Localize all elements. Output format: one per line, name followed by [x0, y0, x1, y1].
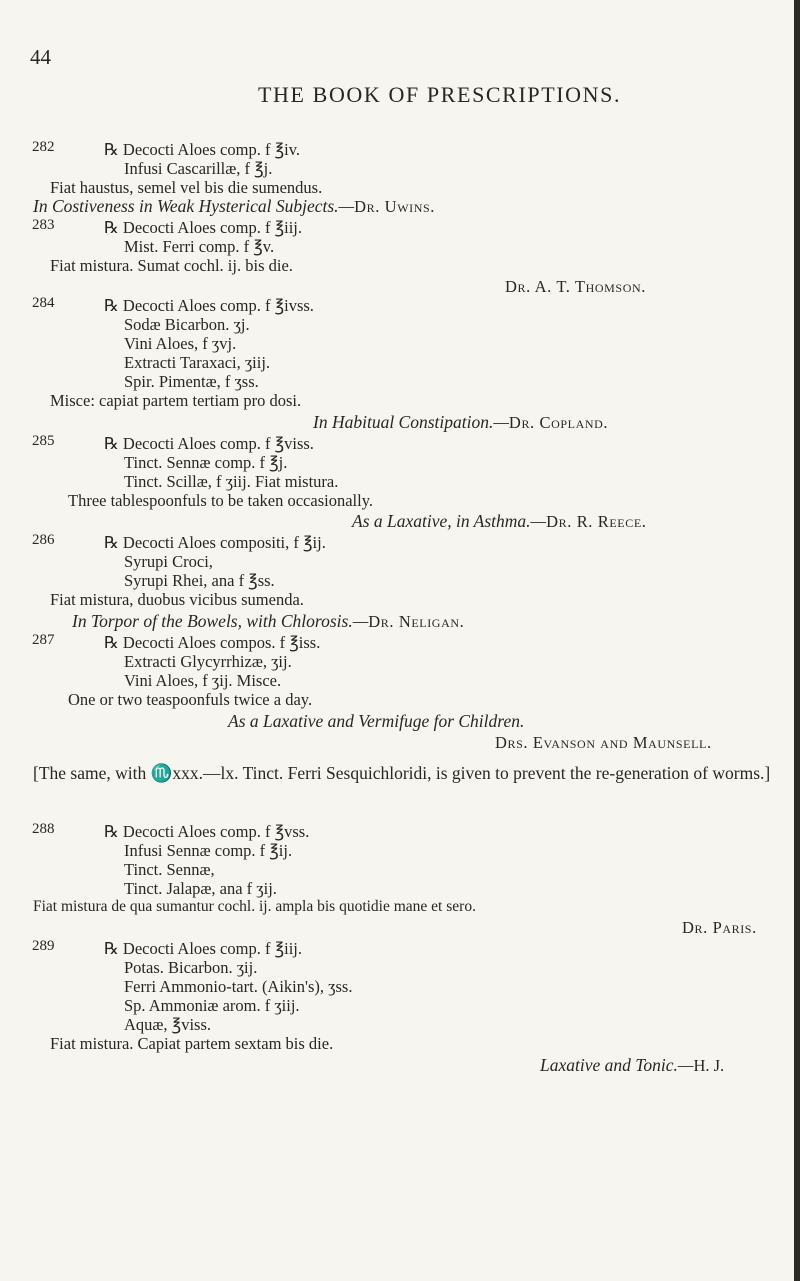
rx-line: Sp. Ammoniæ arom. f ʒiij.: [124, 996, 300, 1015]
author-credit: Dr. A. T. Thomson.: [505, 277, 646, 296]
rx-line: Tinct. Sennæ,: [124, 860, 215, 879]
rx-line: Extracti Glycyrrhizæ, ʒij.: [124, 652, 292, 671]
section-heading: As a Laxative and Vermifuge for Children.: [228, 711, 525, 731]
rx-line: Infusi Cascarillæ, f ℥j.: [124, 159, 273, 178]
rx-line: ℞ Decocti Aloes comp. f ℥iv.: [104, 140, 301, 159]
rx-line: Extracti Taraxaci, ʒiij.: [124, 353, 271, 372]
rx-line: ℞ Decocti Aloes compositi, f ℥ij.: [104, 533, 326, 552]
bracketed-note: [The same, with ♏xxx.—lx. Tinct. Ferri Sesquichloridi, is given to prevent the re-generation of worms.]: [33, 763, 771, 783]
prescription-number: 287: [32, 632, 55, 648]
rx-line: Vini Aloes, f ʒij. Misce.: [124, 671, 282, 690]
rx-line: ℞ Decocti Aloes comp. f ℥vss.: [104, 822, 310, 841]
rx-line: Spir. Pimentæ, f ʒss.: [124, 372, 259, 391]
rx-line: ℞ Decocti Aloes comp. f ℥iij.: [104, 218, 302, 237]
rx-line: Tinct. Jalapæ, ana f ʒij.: [124, 879, 277, 898]
rx-line: Ferri Ammonio-tart. (Aikin's), ʒss.: [124, 977, 353, 996]
rx-direction: One or two teaspoonfuls twice a day.: [68, 690, 313, 709]
author-credit: Dr. Paris.: [682, 918, 757, 937]
rx-line: Sodæ Bicarbon. ʒj.: [124, 315, 250, 334]
rx-line: Vini Aloes, f ʒvj.: [124, 334, 237, 353]
section-heading: In Torpor of the Bowels, with Chlorosis.—Dr. Neligan.: [72, 611, 465, 631]
rx-direction: Fiat mistura. Sumat cochl. ij. bis die.: [50, 256, 293, 275]
rx-direction: Fiat mistura. Capiat partem sextam bis die.: [50, 1034, 334, 1053]
author-credit: Drs. Evanson and Maunsell.: [495, 733, 712, 752]
section-heading: In Costiveness in Weak Hysterical Subjects.—Dr. Uwins.: [33, 196, 435, 216]
rx-line: ℞ Decocti Aloes comp. f ℥iij.: [104, 939, 302, 958]
rx-line: Tinct. Sennæ comp. f ℥j.: [124, 453, 288, 472]
prescription-number: 283: [32, 217, 55, 233]
prescription-number: 282: [32, 139, 55, 155]
rx-line: ℞ Decocti Aloes compos. f ℥iss.: [104, 633, 321, 652]
rx-line: Mist. Ferri comp. f ℥v.: [124, 237, 275, 256]
rx-direction: Fiat mistura, duobus vicibus sumenda.: [50, 590, 304, 609]
rx-line: Infusi Sennæ comp. f ℥ij.: [124, 841, 293, 860]
rx-direction: Misce: capiat partem tertiam pro dosi.: [50, 391, 302, 410]
prescription-number: 285: [32, 433, 55, 449]
section-heading: As a Laxative, in Asthma.—Dr. R. Reece.: [352, 511, 647, 531]
section-heading: In Habitual Constipation.—Dr. Copland.: [313, 412, 609, 432]
prescription-number: 289: [32, 938, 55, 954]
running-head: THE BOOK OF PRESCRIPTIONS.: [258, 82, 622, 107]
page-number: 44: [30, 45, 51, 69]
prescription-number: 288: [32, 821, 55, 837]
rx-line: ℞ Decocti Aloes comp. f ℥viss.: [104, 434, 314, 453]
page-edge-shadow: [794, 0, 800, 1281]
rx-line: Aquæ, ℥viss.: [124, 1015, 212, 1034]
rx-line: Tinct. Scillæ, f ʒiij. Fiat mistura.: [124, 472, 339, 491]
rx-direction: Fiat mistura de qua sumantur cochl. ij. ampla bis quotidie mane et sero.: [33, 898, 476, 915]
section-heading: Laxative and Tonic.—H. J.: [540, 1055, 725, 1075]
rx-line: Syrupi Croci,: [124, 552, 213, 571]
prescription-number: 286: [32, 532, 55, 548]
rx-direction: Three tablespoonfuls to be taken occasionally.: [68, 491, 373, 510]
prescription-number: 284: [32, 295, 55, 311]
rx-line: Syrupi Rhei, ana f ℥ss.: [124, 571, 275, 590]
rx-line: Potas. Bicarbon. ʒij.: [124, 958, 258, 977]
rx-line: ℞ Decocti Aloes comp. f ℥ivss.: [104, 296, 314, 315]
rx-direction: Fiat haustus, semel vel bis die sumendus.: [50, 178, 323, 197]
